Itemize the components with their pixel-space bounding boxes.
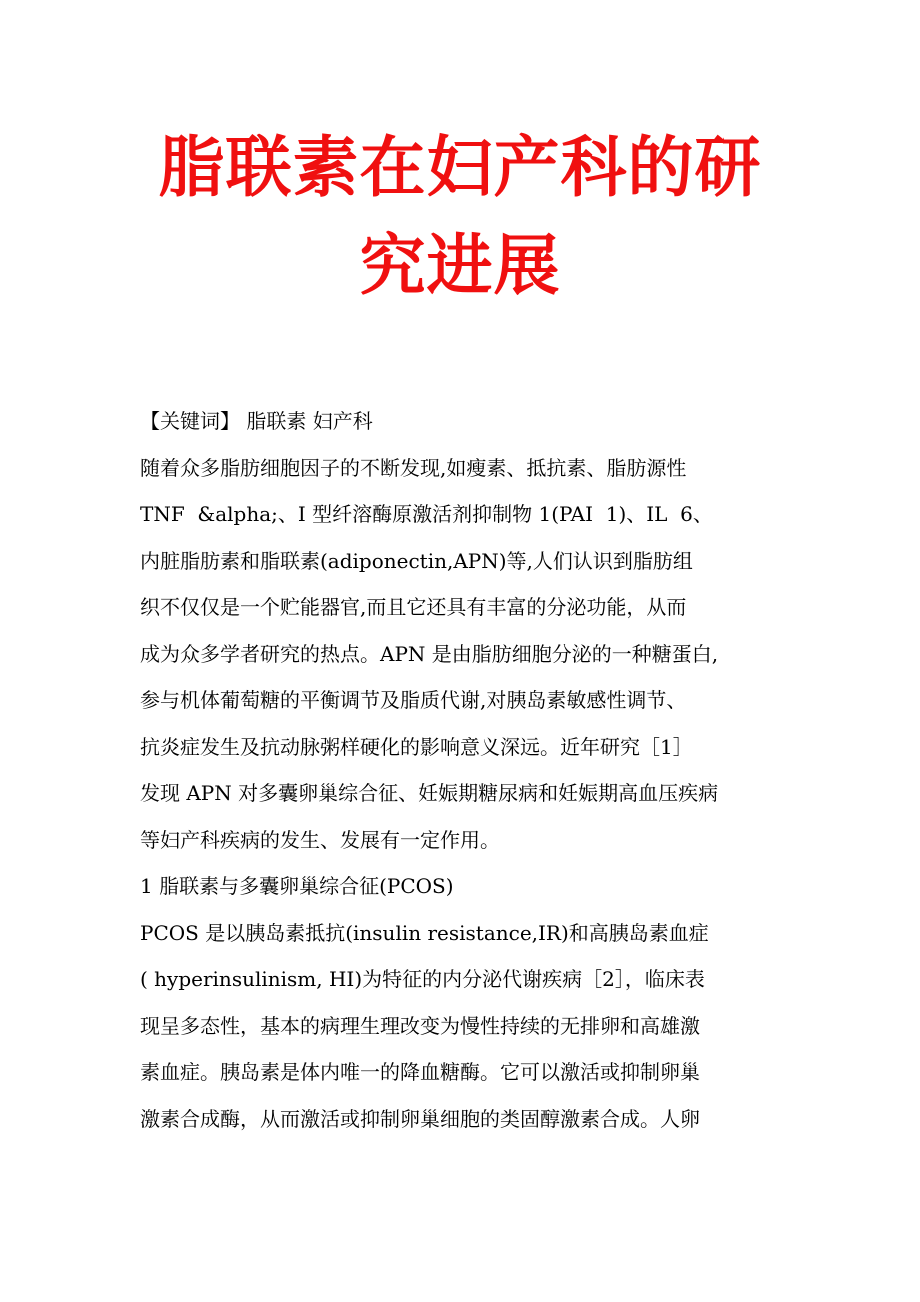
paragraph-line: 成为众多学者研究的热点。APN 是由脂肪细胞分泌的一种糖蛋白, — [140, 641, 719, 666]
title-line-1: 脂联素在妇产科的研 — [158, 128, 762, 206]
keywords-line: 【关键词】 脂联素 妇产科 — [140, 409, 373, 433]
paragraph-line: 随着众多脂肪细胞因子的不断发现,如瘦素、抵抗素、脂肪源性 — [140, 455, 687, 480]
paragraph-line: 激素合成酶，从而激活或抑制卵巢细胞的类固醇激素合成。人卵 — [140, 1106, 700, 1131]
document-title — [0, 118, 920, 314]
paragraph-line: 素血症。胰岛素是体内唯一的降血糖酶。它可以激活或抑制卵巢 — [140, 1060, 700, 1084]
paragraph-line: 织不仅仅是一个贮能器官,而且它还具有丰富的分泌功能，从而 — [140, 595, 687, 619]
document-body — [140, 398, 792, 1142]
paragraph-line: ( hyperinsulinism, HI)为特征的内分泌代谢疾病［2］，临床表 — [140, 967, 705, 991]
paragraph-line: TNF &alpha;、I 型纤溶酶原激活剂抑制物 1(PAI 1)、IL 6、 — [140, 502, 713, 526]
paragraph-line: 现呈多态性，基本的病理生理改变为慢性持续的无排卵和高雄激 — [140, 1013, 700, 1038]
paragraph-line: 发现 APN 对多囊卵巢综合征、妊娠期糖尿病和妊娠期高血压疾病 — [140, 781, 719, 805]
section-heading: 1 脂联素与多囊卵巢综合征(PCOS) — [140, 874, 454, 898]
paragraph-line: 参与机体葡萄糖的平衡调节及脂质代谢,对胰岛素敏感性调节、 — [140, 688, 687, 712]
paragraph-line: PCOS 是以胰岛素抵抗(insulin resistance,IR)和高胰岛素血症 — [140, 920, 709, 945]
paragraph-line: 内脏脂肪素和脂联素(adiponectin,APN)等,人们认识到脂肪组 — [140, 548, 693, 573]
paragraph-line: 等妇产科疾病的发生、发展有一定作用。 — [140, 827, 500, 852]
paragraph-line: 抗炎症发生及抗动脉粥样硬化的影响意义深远。近年研究［1］ — [140, 734, 693, 759]
title-line-2: 究进展 — [359, 226, 561, 304]
